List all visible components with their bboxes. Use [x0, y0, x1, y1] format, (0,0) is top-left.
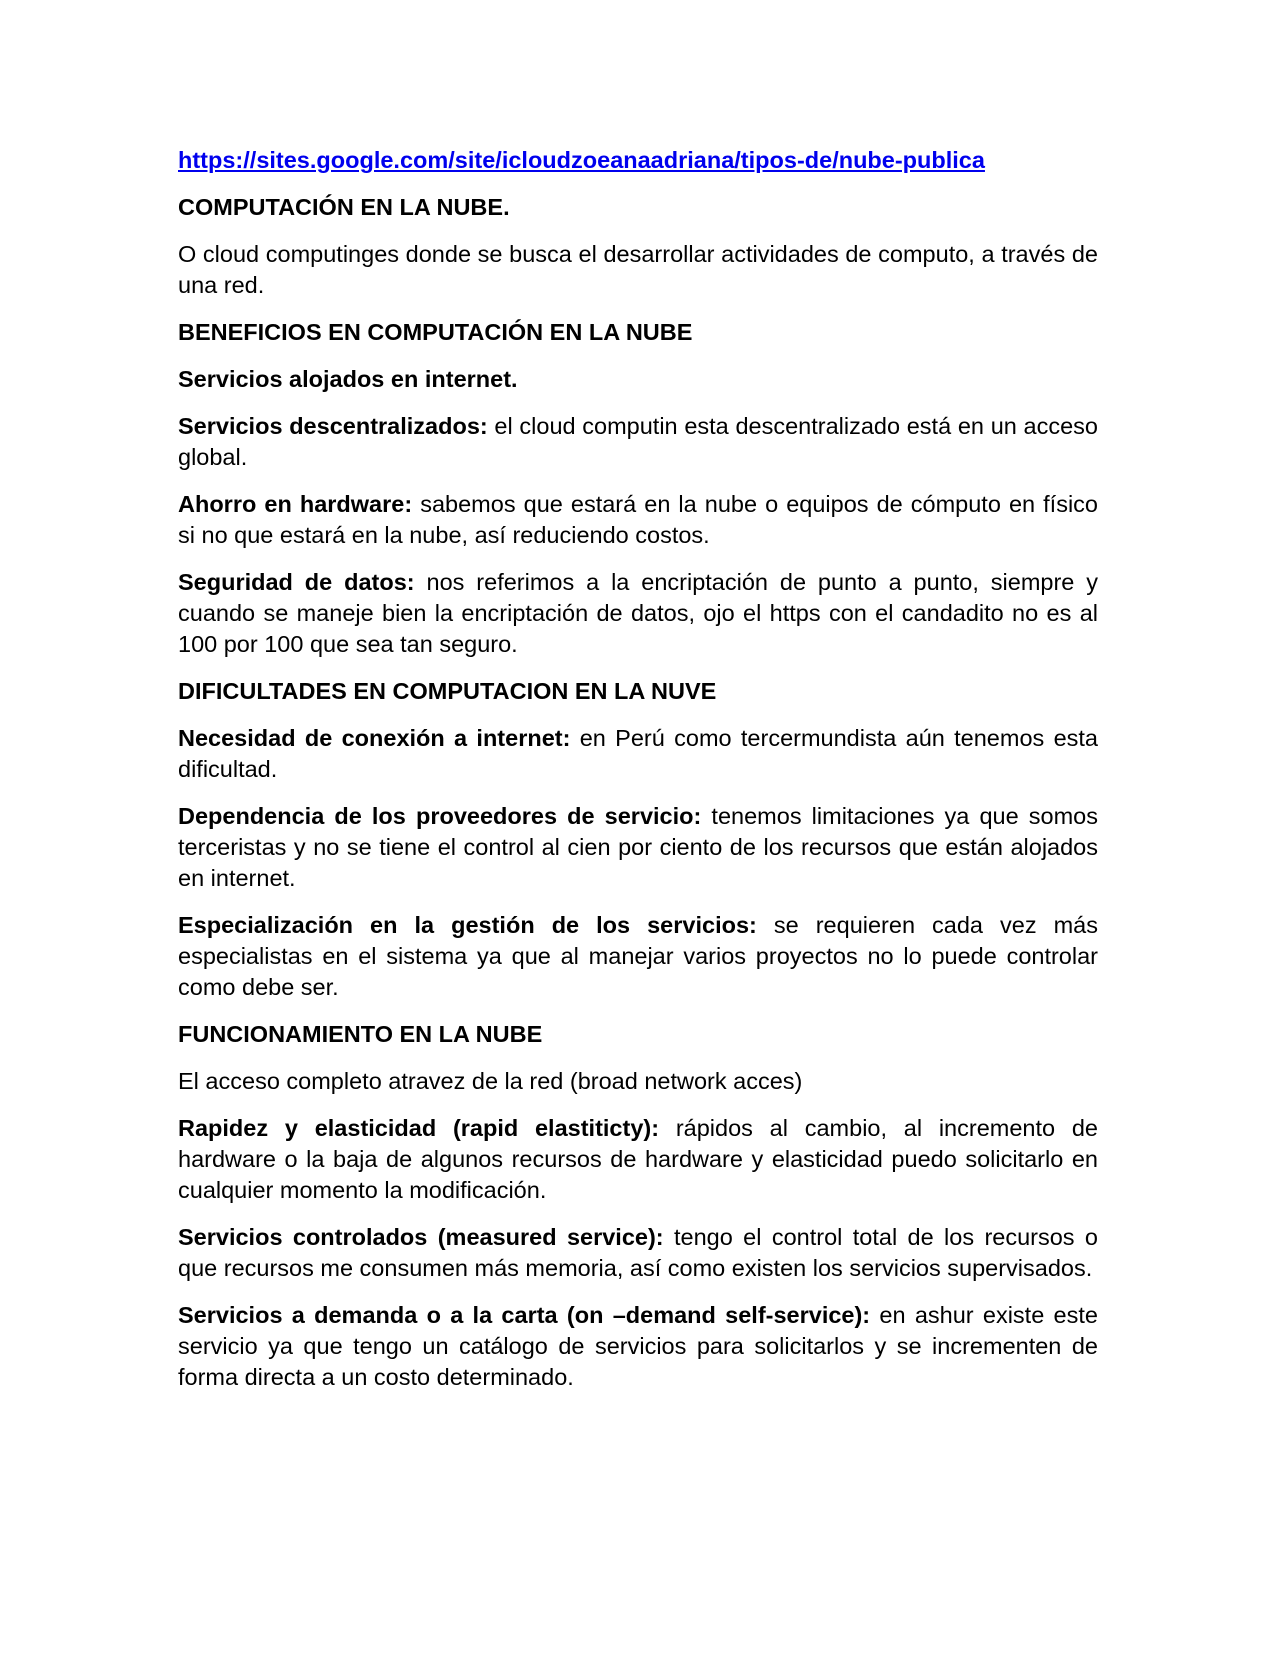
difficulty-text: se requieren cada vez más especialistas en el sistema ya que al manejar varios proyectos no lo puede controlar como debe ser.	[178, 912, 1099, 1000]
operation-item	[178, 1222, 1098, 1284]
benefit-item	[178, 364, 1098, 395]
benefit-lead: Servicios descentralizados:	[178, 413, 488, 439]
operation-text: en ashur existe este servicio ya que tengo un catálogo de servicios para solicitarlos y se incrementen de forma directa a un costo determinado.	[178, 1302, 1098, 1390]
operation-text: rápidos al cambio, al incremento de hardware o la baja de algunos recursos de hardware y elasticidad puedo solicitarlo en cualquier momento la modificación.	[178, 1115, 1098, 1203]
benefit-text: el cloud computin esta descentralizado está en un acceso global.	[178, 413, 1098, 470]
difficulty-text: en Perú como tercermundista aún tenemos esta dificultad.	[178, 725, 1098, 782]
benefit-lead: Seguridad de datos:	[178, 569, 415, 595]
source-link[interactable]: https://sites.google.com/site/icloudzoeanaadriana/tipos-de/nube-publica	[178, 147, 985, 173]
intro-paragraph: O cloud computinges donde se busca el desarrollar actividades de computo, a través de una red.	[178, 241, 1098, 298]
document-title: COMPUTACIÓN EN LA NUBE.	[178, 194, 510, 220]
difficulty-text: tenemos limitaciones ya que somos terceristas y no se tiene el control al cien por ciento de los recursos que están alojados en internet.	[178, 803, 1098, 891]
operation-lead: Servicios controlados (measured service):	[178, 1224, 664, 1250]
benefit-item	[178, 567, 1098, 660]
difficulty-lead: Necesidad de conexión a internet:	[178, 725, 571, 751]
difficulty-item	[178, 801, 1098, 894]
document-body	[178, 145, 1098, 1409]
benefits-heading: BENEFICIOS EN COMPUTACIÓN EN LA NUBE	[178, 319, 693, 345]
benefit-item	[178, 489, 1098, 551]
operation-lead: Rapidez y elasticidad (rapid elastiticty):	[178, 1115, 660, 1141]
operation-text: tengo el control total de los recursos o que recursos me consumen más memoria, así como existen los servicios supervisados.	[178, 1224, 1098, 1281]
difficulty-item	[178, 910, 1098, 1003]
operation-heading: FUNCIONAMIENTO EN LA NUBE	[178, 1021, 543, 1047]
difficulties-heading: DIFICULTADES EN COMPUTACION EN LA NUVE	[178, 678, 717, 704]
benefit-lead: Ahorro en hardware:	[178, 491, 413, 517]
benefit-text: sabemos que estará en la nube o equipos de cómputo en físico si no que estará en la nube, así reduciendo costos.	[178, 491, 1098, 548]
difficulty-lead: Especialización en la gestión de los servicios:	[178, 912, 757, 938]
source-link-paragraph	[178, 145, 1098, 176]
operation-item	[178, 1300, 1098, 1393]
difficulty-item	[178, 723, 1098, 785]
operation-item	[178, 1113, 1098, 1206]
benefit-text: nos referimos a la encriptación de punto a punto, siempre y cuando se maneje bien la encriptación de datos, ojo el https con el candadito no es al 100 por 100 que sea tan seguro.	[178, 569, 1099, 657]
benefit-item	[178, 411, 1098, 473]
difficulty-lead: Dependencia de los proveedores de servicio:	[178, 803, 702, 829]
operation-plain-paragraph: El acceso completo atravez de la red (broad network acces)	[178, 1068, 803, 1094]
operation-lead: Servicios a demanda o a la carta (on –demand self-service):	[178, 1302, 871, 1328]
benefit-lead: Servicios alojados en internet.	[178, 366, 518, 392]
